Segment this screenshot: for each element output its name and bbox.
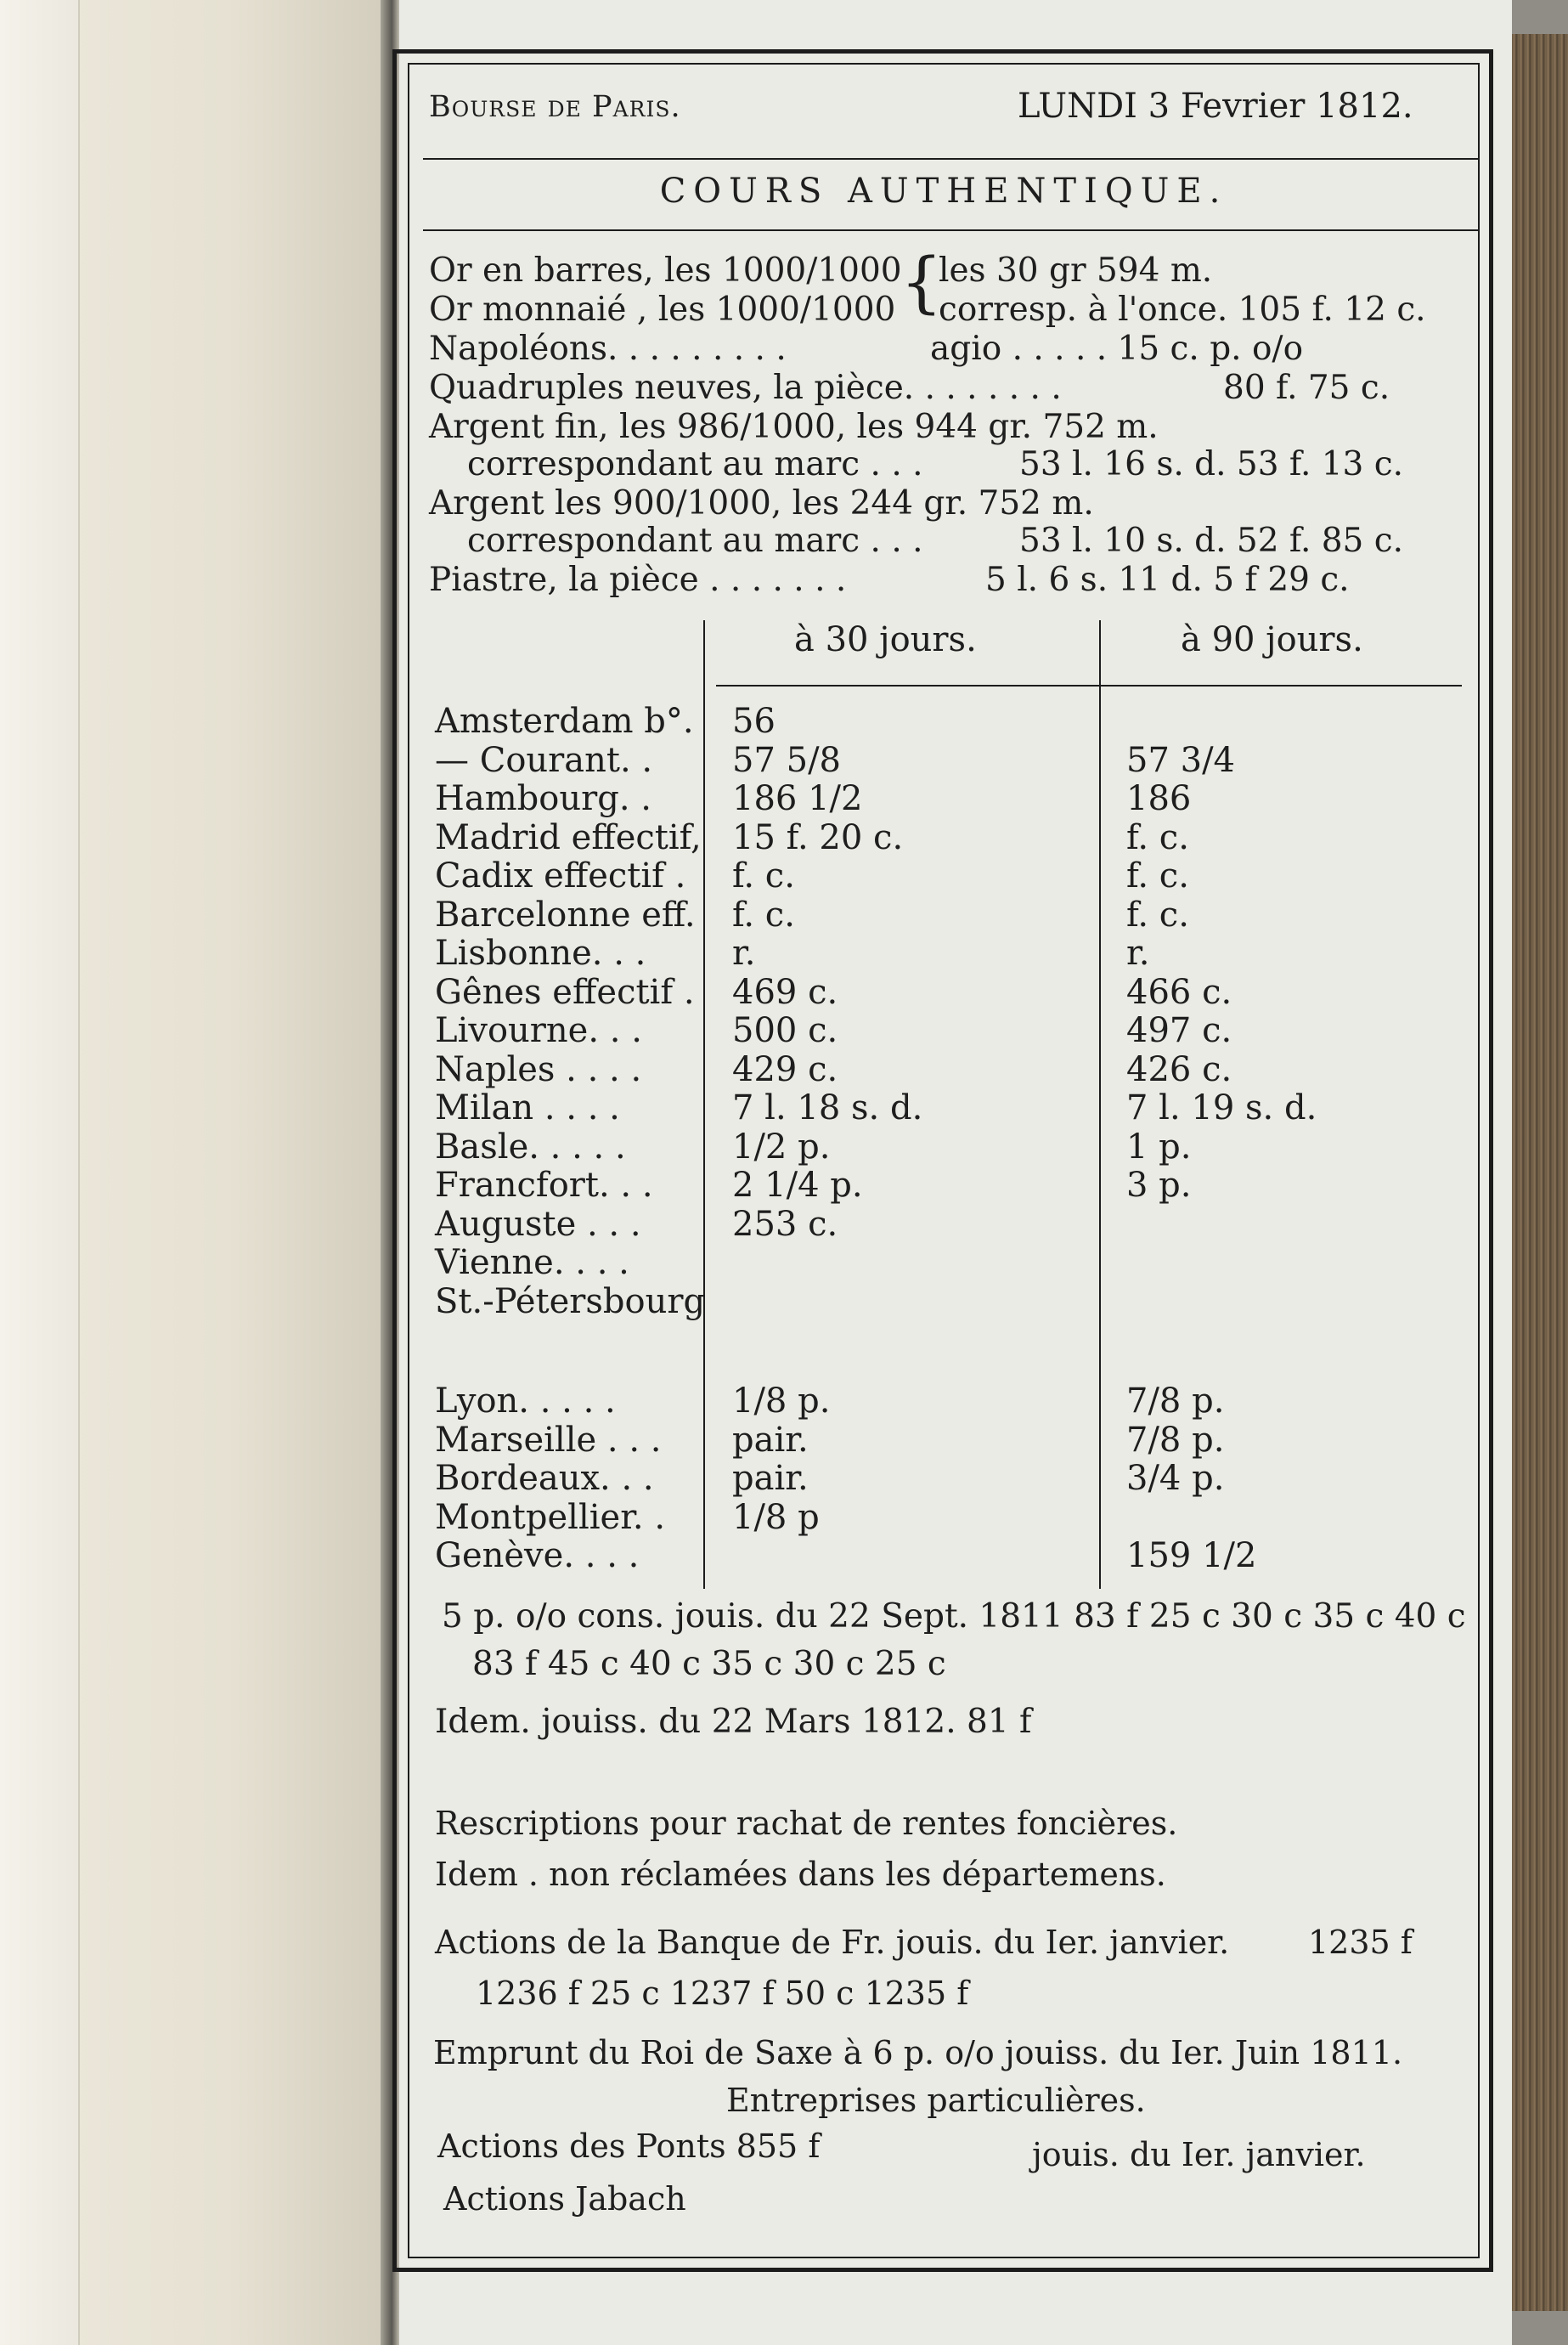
- exchange-rate-30: 57 5/8: [732, 740, 841, 780]
- exchange-city: Genève. . . .: [435, 1536, 640, 1575]
- page-title: COURS AUTHENTIQUE.: [659, 172, 1228, 211]
- exchange-rate-90: f. c.: [1126, 856, 1189, 896]
- exchange-rate-90: 3/4 p.: [1126, 1459, 1225, 1498]
- exchange-rate-90: 466 c.: [1126, 972, 1232, 1012]
- exchange-rate-90: 186: [1126, 779, 1192, 818]
- or-monnaie-label: Or monnaié , les 1000/1000: [429, 291, 896, 329]
- quadruples-label: Quadruples neuves, la pièce. . . . . . . .: [429, 369, 1062, 407]
- exchange-rate-90: 7 l. 19 s. d.: [1126, 1088, 1317, 1127]
- exchange-rate-30: 56: [732, 702, 776, 741]
- exchange-rate-90: 7/8 p.: [1126, 1382, 1225, 1421]
- exchange-rate-90: 159 1/2: [1126, 1536, 1257, 1575]
- argent-sub-value: 53 l. 10 s. d. 52 f. 85 c.: [1019, 522, 1404, 560]
- argent-label: Argent les 900/1000, les 244 gr. 752 m.: [429, 484, 1094, 523]
- argent-sub-label: correspondant au marc . . .: [467, 522, 923, 560]
- argent-fin-label: Argent fin, les 986/1000, les 944 gr. 752 m.: [429, 408, 1159, 446]
- exchange-rate-30: 1/8 p.: [732, 1382, 831, 1421]
- exchange-city: Vienne. . . .: [435, 1243, 629, 1282]
- exchange-rate-30: 469 c.: [732, 972, 838, 1012]
- col-header-90: à 90 jours.: [1181, 620, 1363, 659]
- header-rule: [423, 158, 1480, 160]
- piastre-value: 5 l. 6 s. 11 d. 5 f 29 c.: [985, 561, 1350, 599]
- exchange-city: Barcelonne eff.: [435, 895, 696, 935]
- title-rule: [423, 229, 1480, 231]
- exchange-city: Lisbonne. . .: [435, 934, 646, 973]
- ponts-jouissance: jouis. du Ier. janvier.: [1032, 2136, 1366, 2173]
- exchange-rate-90: 1 p.: [1126, 1127, 1192, 1167]
- exchange-rate-90: 57 3/4: [1126, 740, 1235, 780]
- exchange-city: Gênes effectif .: [435, 972, 695, 1012]
- exchange-rate-90: 426 c.: [1126, 1049, 1232, 1089]
- piastre-label: Piastre, la pièce . . . . . . .: [429, 561, 847, 599]
- book-fore-edge: [1512, 34, 1568, 2311]
- brace-icon: {: [900, 245, 943, 321]
- exchange-rate-30: 15 f. 20 c.: [732, 817, 904, 857]
- or-price-top: les 30 gr 594 m.: [939, 251, 1213, 290]
- exchange-rate-90: 497 c.: [1126, 1011, 1232, 1050]
- exchange-rate-30: 1/8 p: [732, 1497, 820, 1537]
- actions-ponts: Actions des Ponts 855 f: [437, 2127, 821, 2165]
- table-divider-right: [1099, 620, 1101, 1589]
- exchange-city: Auguste . . .: [435, 1204, 641, 1244]
- entreprises-heading: Entreprises particulières.: [726, 2082, 1146, 2119]
- exchange-city: Naples . . . .: [435, 1049, 642, 1089]
- exchange-city: Hambourg. .: [435, 779, 651, 818]
- col-header-30: à 30 jours.: [794, 620, 977, 659]
- napoleons-label: Napoléons. . . . . . . . .: [429, 330, 787, 368]
- napoleons-value: agio . . . . . 15 c. p. o/o: [930, 330, 1304, 368]
- banque-value: 1235 f: [1308, 1924, 1413, 1961]
- exchange-city: Marseille . . .: [435, 1420, 662, 1460]
- banque-line-1: Actions de la Banque de Fr. jouis. du Ier. janvier.: [435, 1924, 1230, 1961]
- exchange-city: Cadix effectif .: [435, 856, 686, 896]
- exchange-city: Francfort. . .: [435, 1166, 653, 1205]
- exchange-city: Milan . . . .: [435, 1088, 620, 1127]
- exchange-rate-30: 253 c.: [732, 1204, 838, 1244]
- idem-non-reclamees: Idem . non réclamées dans les départemens.: [435, 1856, 1166, 1893]
- idem-mars: Idem. jouiss. du 22 Mars 1812. 81 f: [435, 1703, 1032, 1741]
- argent-fin-sub-label: correspondant au marc . . .: [467, 445, 923, 483]
- rescriptions: Rescriptions pour rachat de rentes foncières.: [435, 1805, 1178, 1842]
- exchange-rate-30: 2 1/4 p.: [732, 1166, 863, 1205]
- exchange-rate-30: 1/2 p.: [732, 1127, 831, 1167]
- exchange-city: Basle. . . . .: [435, 1127, 626, 1167]
- exchange-city: Livourne. . .: [435, 1011, 642, 1050]
- cons-line-2: 83 f 45 c 40 c 35 c 30 c 25 c: [472, 1645, 946, 1683]
- exchange-rate-30: pair.: [732, 1459, 809, 1498]
- left-page-edge: [0, 0, 80, 2345]
- exchange-rate-90: f. c.: [1126, 817, 1189, 857]
- col-header-rule: [716, 685, 1462, 687]
- cons-line-1: 5 p. o/o cons. jouis. du 22 Sept. 1811 83 f 25 c 30 c 35 c 40 c: [442, 1597, 1466, 1636]
- exchange-city: St.-Pétersbourg: [435, 1281, 706, 1321]
- exchange-city: Montpellier. .: [435, 1497, 666, 1537]
- table-divider-left: [703, 620, 705, 1589]
- or-barres-label: Or en barres, les 1000/1000: [429, 251, 902, 290]
- exchange-rate-30: 7 l. 18 s. d.: [732, 1088, 923, 1127]
- exchange-rate-30: pair.: [732, 1420, 809, 1460]
- header-left: Bourse de Paris.: [429, 90, 681, 124]
- header-date: LUNDI 3 Fevrier 1812.: [1018, 87, 1413, 126]
- argent-fin-sub-value: 53 l. 16 s. d. 53 f. 13 c.: [1019, 445, 1404, 483]
- exchange-city: Madrid effectif,: [435, 817, 702, 857]
- exchange-city: Lyon. . . . .: [435, 1382, 616, 1421]
- banque-line-2: 1236 f 25 c 1237 f 50 c 1235 f: [476, 1975, 969, 2012]
- exchange-rate-90: r.: [1126, 934, 1150, 973]
- or-price-bottom: corresp. à l'once. 105 f. 12 c.: [939, 291, 1426, 329]
- exchange-rate-90: 3 p.: [1126, 1166, 1192, 1205]
- quadruples-value: 80 f. 75 c.: [1223, 369, 1390, 407]
- exchange-rate-90: f. c.: [1126, 895, 1189, 935]
- exchange-rate-30: 500 c.: [732, 1011, 838, 1050]
- actions-jabach: Actions Jabach: [443, 2180, 686, 2218]
- exchange-city: Bordeaux. . .: [435, 1459, 654, 1498]
- exchange-rate-30: f. c.: [732, 895, 795, 935]
- exchange-city: Amsterdam b°.: [435, 702, 694, 741]
- exchange-rate-90: 7/8 p.: [1126, 1420, 1225, 1460]
- exchange-rate-30: 186 1/2: [732, 779, 863, 818]
- exchange-rate-30: f. c.: [732, 856, 795, 896]
- exchange-rate-30: r.: [732, 934, 756, 973]
- exchange-rate-30: 429 c.: [732, 1049, 838, 1089]
- emprunt-saxe: Emprunt du Roi de Saxe à 6 p. o/o jouiss. du Ier. Juin 1811.: [433, 2034, 1403, 2071]
- exchange-city: — Courant. .: [435, 740, 653, 780]
